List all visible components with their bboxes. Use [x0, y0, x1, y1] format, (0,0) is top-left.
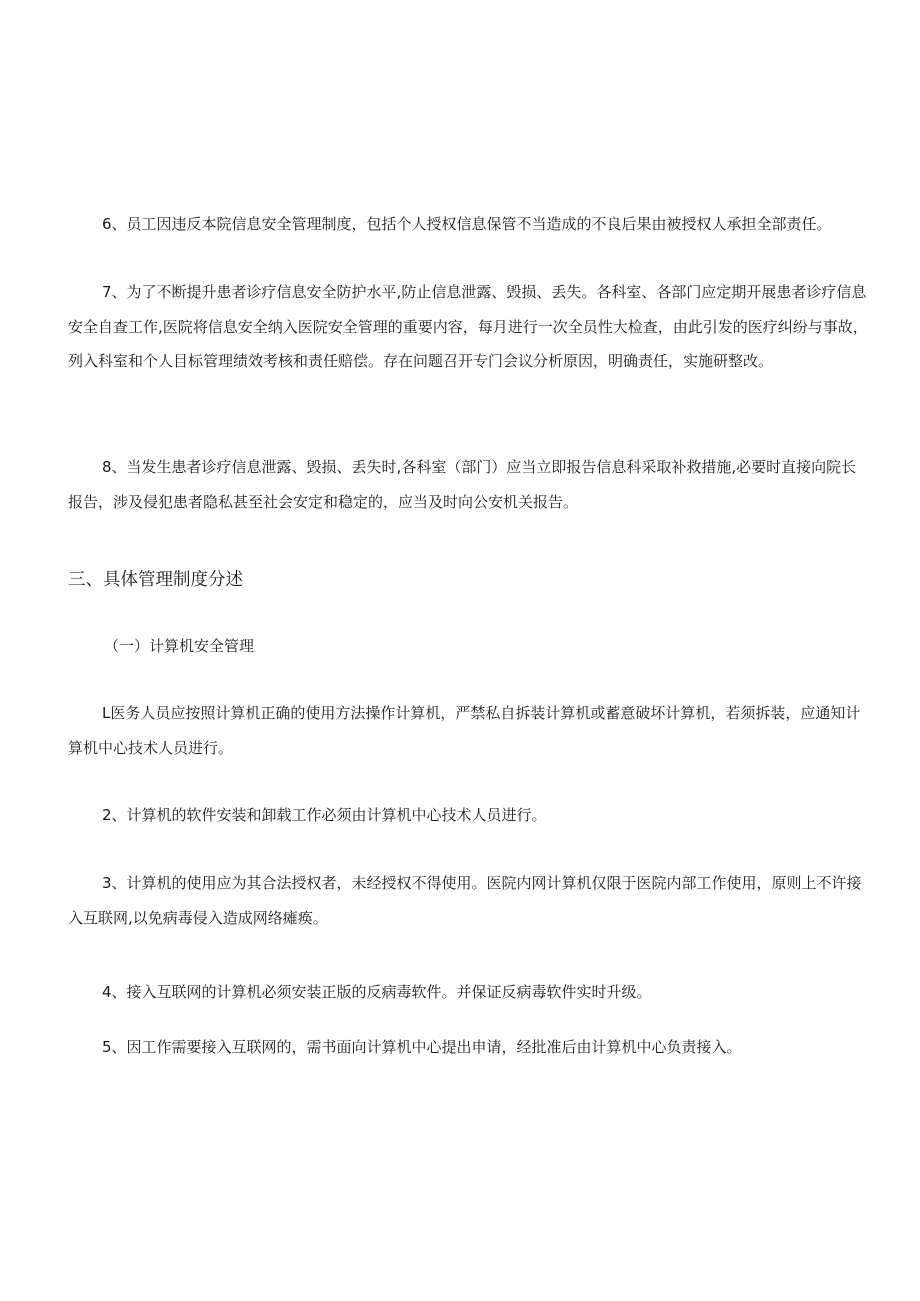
item-3-text: 3、计算机的使用应为其合法授权者，未经授权不得使用。医院内网计算机仅限于医院内部工作使用，原则上不许接入互联网,以免病毒侵入造成网络瘫痪。: [68, 874, 862, 927]
item-5-text: 5、因工作需要接入互联网的，需书面向计算机中心提出申请，经批准后由计算机中心负责接入。: [102, 1038, 742, 1056]
item-2-text: 2、计算机的软件安装和卸载工作必须由计算机中心技术人员进行。: [102, 806, 547, 824]
item-1-text: L医务人员应按照计算机正确的使用方法操作计算机，严禁私自拆装计算机或蓄意破坏计算机，若须拆装，应通知计算机中心技术人员进行。: [68, 704, 861, 757]
item-4: [68, 975, 868, 1010]
item-3: [68, 866, 868, 935]
paragraph-6-text: 6、员工因违反本院信息安全管理制度，包括个人授权信息保管不当造成的不良后果由被授权人承担全部责任。: [102, 215, 832, 233]
subsection-1-heading: （一）计算机安全管理: [104, 637, 255, 655]
paragraph-8: [68, 450, 868, 519]
section-3-heading: 三、具体管理制度分述: [68, 570, 243, 590]
item-4-text: 4、接入互联网的计算机必须安装正版的反病毒软件。并保证反病毒软件实时升级。: [102, 983, 652, 1001]
paragraph-8-text: 8、当发生患者诊疗信息泄露、毁损、丢失时,各科室（部门）应当立即报告信息科采取补救措施,必要时直接向院长报告，涉及侵犯患者隐私甚至社会安定和稳定的，应当及时向公安机关报告。: [68, 458, 857, 511]
paragraph-6: [68, 207, 868, 242]
paragraph-7-text: 7、为了不断提升患者诊疗信息安全防护水平,防止信息泄露、毁损、丢失。各科室、各部门应定期开展患者诊疗信息安全自查工作,医院将信息安全纳入医院安全管理的重要内容，每月进行一次全员性大检查，由此引发的医疗纠纷与事故，列入科室和个人目标管理绩效考核和责任赔偿。存在问题召开专门会议分析原因，明确责任，实施研整改。: [68, 283, 868, 370]
item-5: [68, 1030, 868, 1065]
item-2: [68, 798, 868, 833]
paragraph-7: [68, 275, 868, 379]
item-1: [68, 696, 868, 765]
